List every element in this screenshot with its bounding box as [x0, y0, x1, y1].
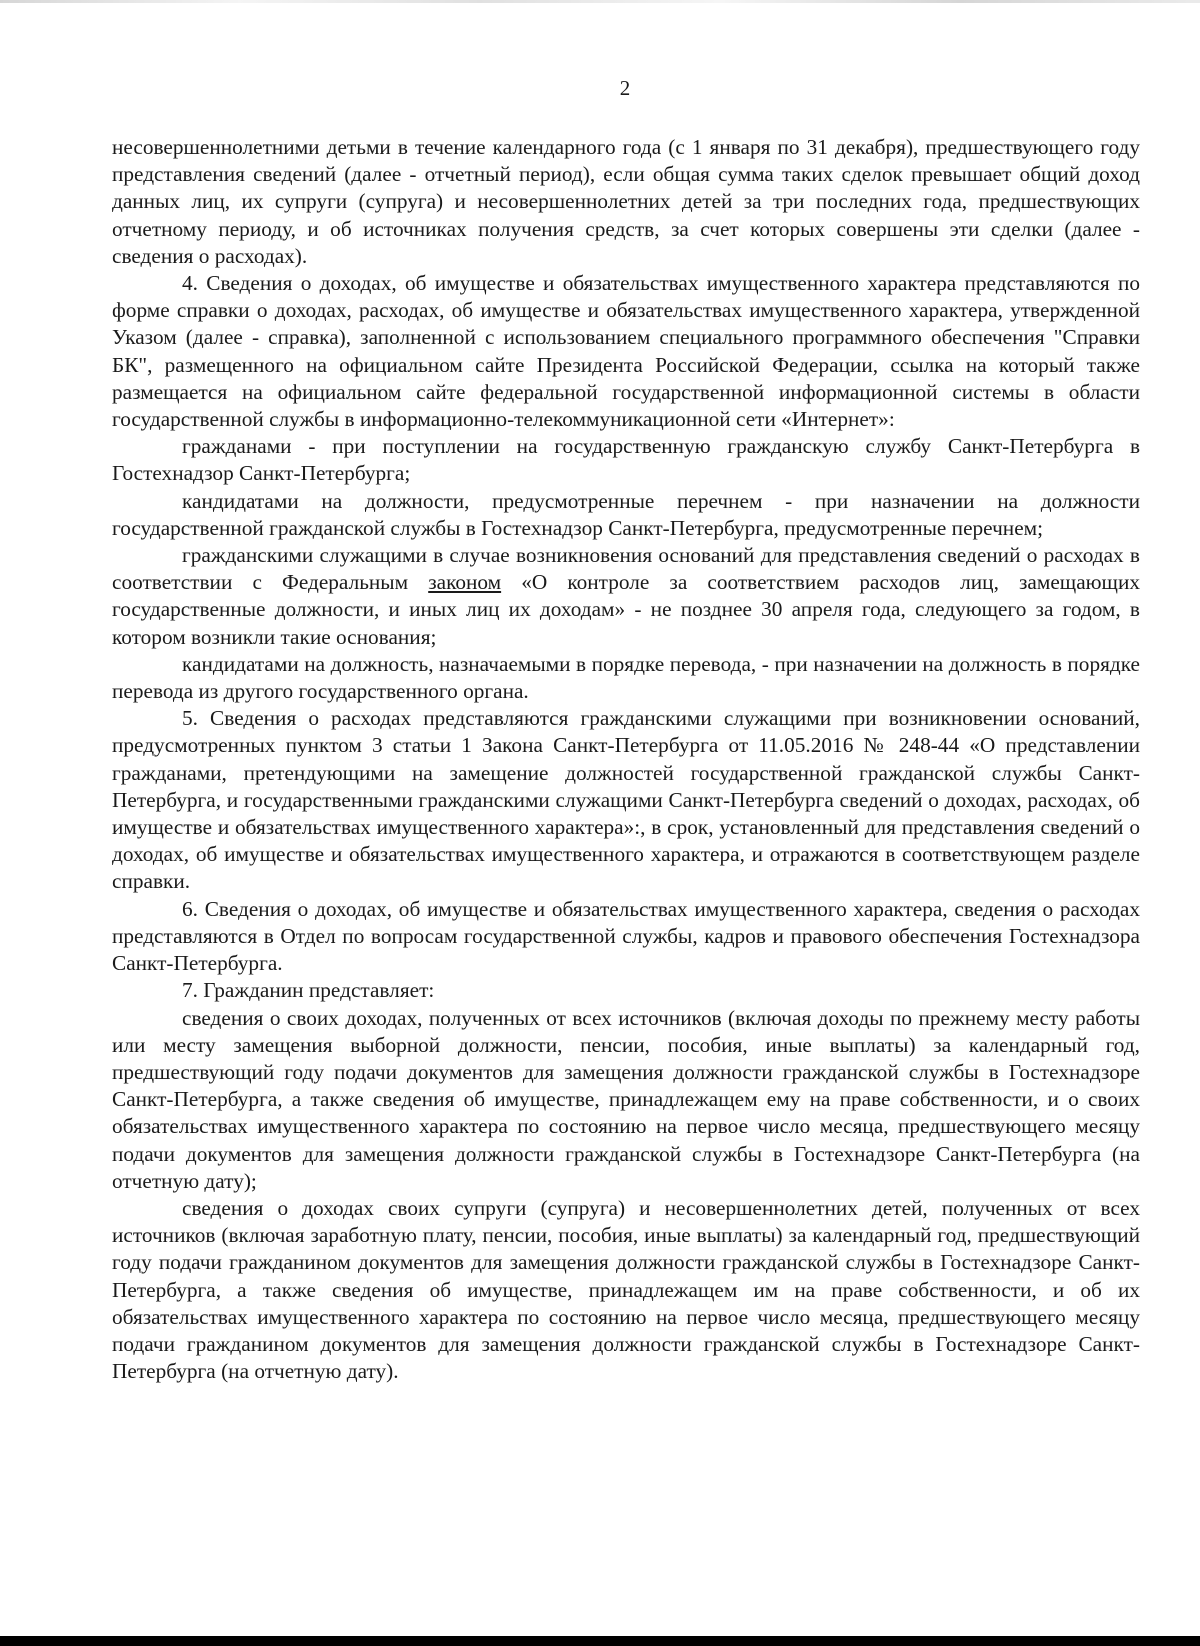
- paragraph-civil-servants-after: «О контроле за соответствием расходов лиц, замещающих государственные должности, и иных лиц их доходам» - не позднее 30 апреля года, следующего за годом, в котором возникли такие основания;: [112, 570, 1141, 649]
- paragraph-candidates: кандидатами на должности, предусмотренные перечнем - при назначении на должности государственной гражданской службы в Гостехнадзор Санкт-Петербурга, предусмотренные перечнем;: [112, 488, 1140, 540]
- paragraph-own-income: сведения о своих доходах, полученных от всех источников (включая доходы по прежнему месту работы или месту замещения выборной должности, пенсии, пособия, иные выплаты) за календарный год, предшествующий году подачи документов для замещения должности гражданской службы в Гостехнадзоре Санкт-Петербурга, а также сведения об имуществе, принадлежащем ему на праве собственности, и о своих обязательствах имущественного характера по состоянию на первое число месяца, предшествующего месяцу подачи документов для замещения должности гражданской службы в Гостехнадзоре Санкт-Петербурга (на отчетную дату);: [112, 1005, 1140, 1193]
- paragraph-transfer-candidates: кандидатами на должность, назначаемыми в порядке перевода, - при назначении на должность в порядке перевода из другого государственного органа.: [112, 651, 1140, 704]
- paragraph-item-6: 6. Сведения о доходах, об имуществе и обязательствах имущественного характера, сведения о расходах представляются в Отдел по вопросам государственной службы, кадров и правового обеспечения Гостехнадзора Санкт-Петербурга.: [112, 896, 1140, 976]
- paragraph-item-4: 4. Сведения о доходах, об имуществе и обязательствах имущественного характера представляются по форме справки о доходах, расходах, об имуществе и обязательствах имущественного характера, утвержденной Указом (далее - справка), заполненной с использованием специального программного обеспечения "Справки БК", размещенного на официальном сайте Президента Российской Федерации, ссылка на который также размещается на официальном сайте федеральной государственной информационной системы в области государственной службы в информационно-телекоммуникационной сети «Интернет»:: [112, 271, 1140, 432]
- scan-bottom-edge: [0, 1636, 1200, 1646]
- paragraph-item-7: 7. Гражданин представляет:: [182, 978, 435, 1003]
- paragraph-item-5: 5. Сведения о расходах представляются гражданскими служащими при возникновении оснований, предусмотренных пунктом 3 статьи 1 Закона Санкт-Петербурга от 11.05.2016 № 248-44 «О представлении гражданами, претендующими на замещение должностей государственной гражданской службы Санкт-Петербурга, и государственными гражданскими служащими Санкт-Петербурга сведений о доходах, расходах, об имуществе и обязательствах имущественного характера»:, в срок, установленный для представления сведений о доходах, об имуществе и обязательствах имущественного характера, и отражаются в соответствующем разделе справки.: [112, 706, 1140, 894]
- paragraph-citizens: гражданами - при поступлении на государственную гражданскую службу Санкт-Петербурга в Гостехнадзор Санкт-Петербурга;: [112, 434, 1140, 486]
- paragraph-family-income: сведения о доходах своих супруги (супруга) и несовершеннолетних детей, полученных от всех источников (включая заработную плату, пенсии, пособия, иные выплаты) за календарный год, предшествующий году подачи гражданином документов для замещения должности гражданской службы в Гостехнадзоре Санкт-Петербурга, а также сведения об имуществе, принадлежащем им на праве собственности, и об их обязательствах имущественного характера по состоянию на первое число месяца, предшествующего месяцу подачи гражданином документов для замещения должности гражданской службы в Гостехнадзоре Санкт-Петербурга (на отчетную дату).: [112, 1195, 1140, 1384]
- paragraph-continuation: несовершеннолетними детьми в течение календарного года (с 1 января по 31 декабря), предшествующего году представления сведений (далее - отчетный период), если общая сумма таких сделок превышает общий доход данных лиц, их супруги (супруга) и несовершеннолетних детей за три последних года, предшествующих отчетному периоду, и об источниках получения средств, за счет которых совершены эти сделки (далее - сведения о расходах).: [112, 135, 1140, 268]
- paragraph-civil-servants-before: гражданскими служащими в случае возникновения оснований для представления сведений о расходах в соответствии с Федеральным: [112, 543, 1140, 595]
- scan-top-edge: [0, 0, 1200, 3]
- paragraph-civil-servants: [112, 542, 1140, 651]
- page-number: 2: [619, 76, 631, 100]
- document-body: [112, 134, 1140, 1385]
- federal-law-link[interactable]: законом: [428, 570, 502, 595]
